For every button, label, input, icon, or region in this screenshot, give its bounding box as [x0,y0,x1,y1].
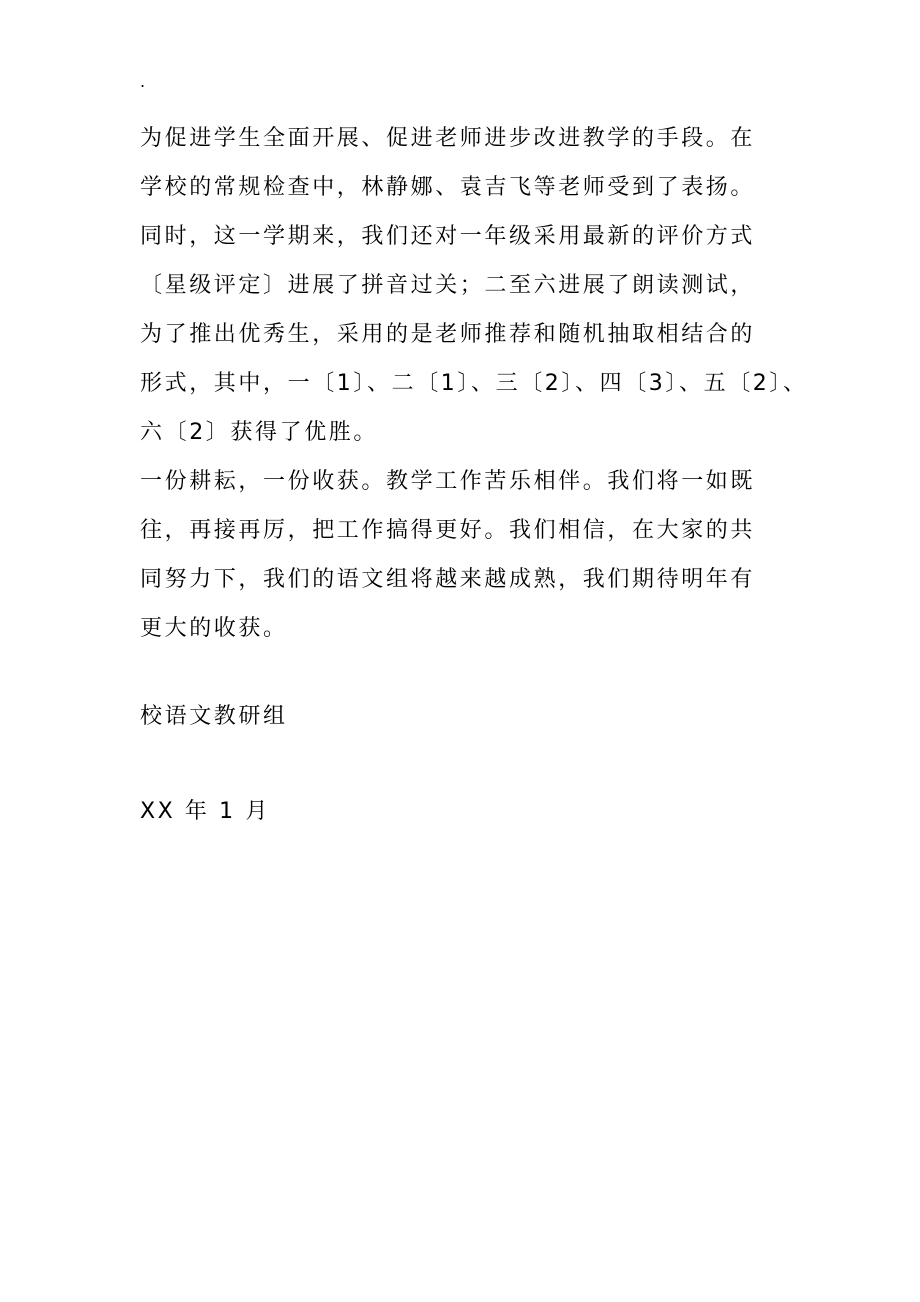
signature: 校语文教研组 [140,704,288,729]
text-line: 形式，其中，一〔1〕、二〔1〕、三〔2〕、四〔3〕、五〔2〕、 [140,371,808,396]
text-line: 为了推出优秀生，采用的是老师推荐和随机抽取相结合的 [140,322,756,347]
text-line: 学校的常规检查中，林静娜、袁吉飞等老师受到了表扬。 [140,175,756,200]
text-line: 为促进学生全面开展、促进老师进步改进教学的手段。在 [140,126,756,151]
header-mark: . [140,72,146,91]
text-line: 六〔2〕获得了优胜。 [140,420,378,445]
text-line: 往，再接再厉，把工作搞得更好。我们相信，在大家的共 [140,518,756,543]
text-line: 〔星级评定〕进展了拼音过关；二至六进展了朗读测试， [140,273,756,298]
text-line: 一份耕耘，一份收获。教学工作苦乐相伴。我们将一如既 [140,469,756,494]
text-line: 同努力下，我们的语文组将越来越成熟，我们期待明年有 [140,567,756,592]
body-text [140,114,808,653]
text-line: 更大的收获。 [140,616,288,641]
date: XX 年 1 月 [140,799,270,824]
text-line: 同时，这一学期来，我们还对一年级采用最新的评价方式 [140,224,756,249]
